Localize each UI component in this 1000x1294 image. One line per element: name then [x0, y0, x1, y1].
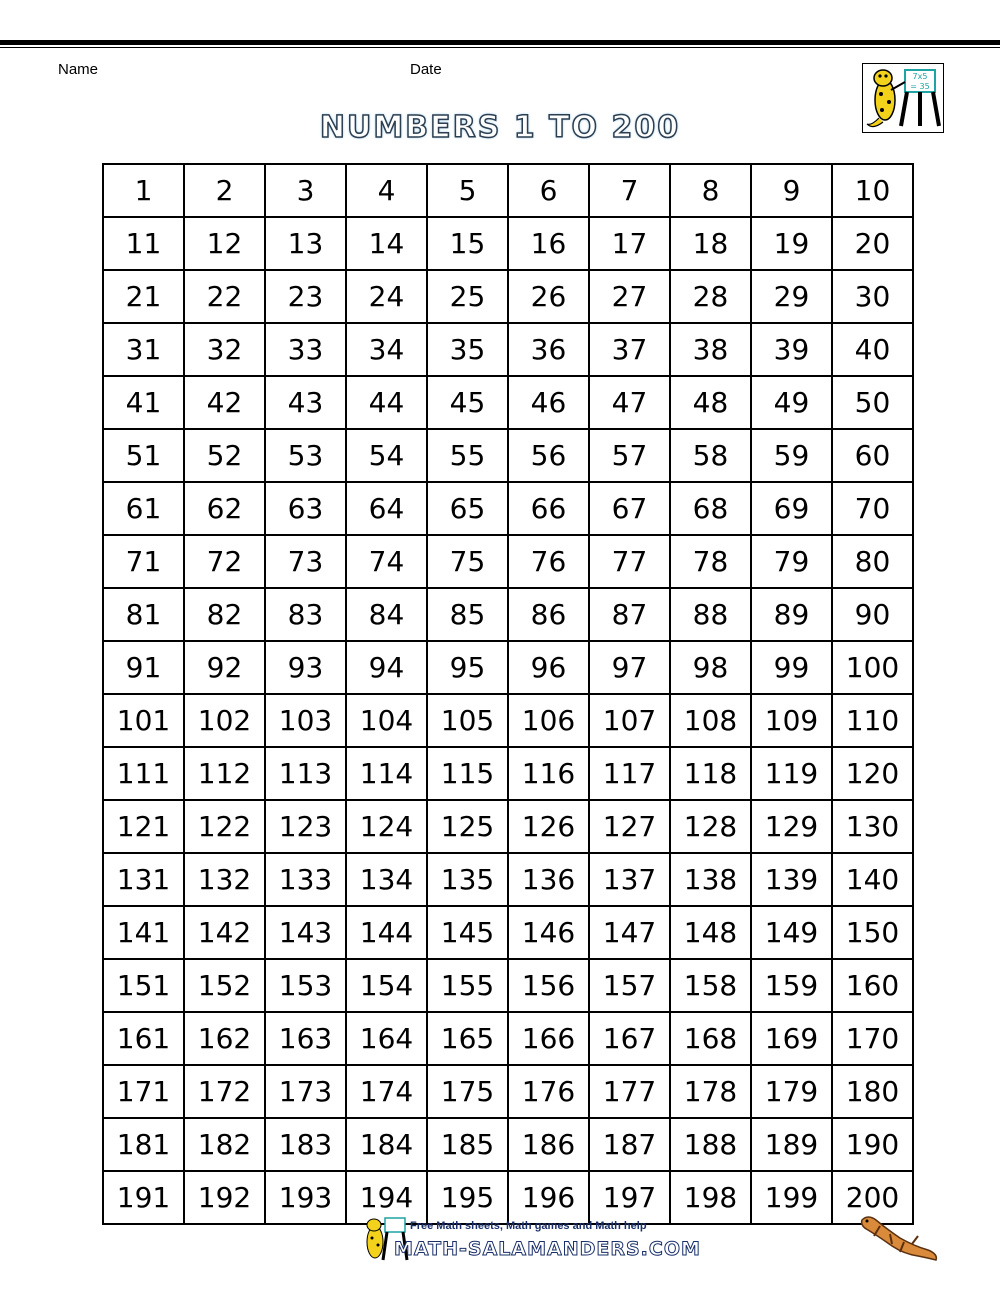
grid-cell: 170 [832, 1012, 913, 1065]
grid-cell: 196 [508, 1171, 589, 1224]
grid-cell: 147 [589, 906, 670, 959]
grid-row [103, 853, 913, 906]
grid-cell: 68 [670, 482, 751, 535]
grid-cell: 176 [508, 1065, 589, 1118]
grid-cell: 7 [589, 164, 670, 217]
grid-cell: 45 [427, 376, 508, 429]
grid-cell: 138 [670, 853, 751, 906]
grid-cell: 188 [670, 1118, 751, 1171]
grid-cell: 53 [265, 429, 346, 482]
grid-cell: 112 [184, 747, 265, 800]
grid-cell: 194 [346, 1171, 427, 1224]
grid-cell: 46 [508, 376, 589, 429]
grid-cell: 164 [346, 1012, 427, 1065]
grid-cell: 41 [103, 376, 184, 429]
grid-cell: 42 [184, 376, 265, 429]
grid-cell: 29 [751, 270, 832, 323]
grid-row [103, 694, 913, 747]
top-rule-thin [0, 47, 1000, 48]
grid-cell: 73 [265, 535, 346, 588]
grid-cell: 131 [103, 853, 184, 906]
grid-cell: 175 [427, 1065, 508, 1118]
grid-cell: 82 [184, 588, 265, 641]
grid-cell: 94 [346, 641, 427, 694]
grid-cell: 158 [670, 959, 751, 1012]
grid-row [103, 323, 913, 376]
grid-cell: 85 [427, 588, 508, 641]
grid-cell: 95 [427, 641, 508, 694]
top-rule [0, 40, 1000, 45]
grid-cell: 180 [832, 1065, 913, 1118]
grid-cell: 92 [184, 641, 265, 694]
grid-row [103, 429, 913, 482]
grid-cell: 77 [589, 535, 670, 588]
grid-row [103, 217, 913, 270]
grid-cell: 113 [265, 747, 346, 800]
grid-row [103, 376, 913, 429]
grid-cell: 159 [751, 959, 832, 1012]
grid-cell: 153 [265, 959, 346, 1012]
grid-cell: 89 [751, 588, 832, 641]
grid-cell: 71 [103, 535, 184, 588]
grid-cell: 86 [508, 588, 589, 641]
grid-cell: 195 [427, 1171, 508, 1224]
grid-cell: 162 [184, 1012, 265, 1065]
grid-cell: 30 [832, 270, 913, 323]
grid-cell: 166 [508, 1012, 589, 1065]
grid-cell: 117 [589, 747, 670, 800]
grid-cell: 80 [832, 535, 913, 588]
grid-cell: 144 [346, 906, 427, 959]
grid-cell: 33 [265, 323, 346, 376]
grid-cell: 120 [832, 747, 913, 800]
grid-cell: 116 [508, 747, 589, 800]
grid-cell: 72 [184, 535, 265, 588]
grid-row [103, 1118, 913, 1171]
grid-row [103, 641, 913, 694]
grid-cell: 36 [508, 323, 589, 376]
grid-row [103, 588, 913, 641]
grid-cell: 173 [265, 1065, 346, 1118]
grid-cell: 98 [670, 641, 751, 694]
grid-cell: 16 [508, 217, 589, 270]
grid-cell: 110 [832, 694, 913, 747]
grid-cell: 148 [670, 906, 751, 959]
grid-cell: 115 [427, 747, 508, 800]
grid-cell: 157 [589, 959, 670, 1012]
grid-cell: 106 [508, 694, 589, 747]
grid-cell: 96 [508, 641, 589, 694]
grid-cell: 146 [508, 906, 589, 959]
grid-cell: 35 [427, 323, 508, 376]
grid-cell: 93 [265, 641, 346, 694]
grid-cell: 122 [184, 800, 265, 853]
grid-cell: 9 [751, 164, 832, 217]
grid-cell: 31 [103, 323, 184, 376]
grid-cell: 76 [508, 535, 589, 588]
grid-row [103, 535, 913, 588]
grid-cell: 114 [346, 747, 427, 800]
grid-row [103, 482, 913, 535]
grid-cell: 67 [589, 482, 670, 535]
grid-row [103, 270, 913, 323]
grid-cell: 182 [184, 1118, 265, 1171]
grid-row [103, 800, 913, 853]
grid-cell: 181 [103, 1118, 184, 1171]
grid-cell: 65 [427, 482, 508, 535]
grid-cell: 107 [589, 694, 670, 747]
grid-cell: 129 [751, 800, 832, 853]
grid-row [103, 747, 913, 800]
grid-cell: 150 [832, 906, 913, 959]
grid-cell: 27 [589, 270, 670, 323]
grid-cell: 91 [103, 641, 184, 694]
grid-cell: 151 [103, 959, 184, 1012]
grid-cell: 187 [589, 1118, 670, 1171]
grid-cell: 136 [508, 853, 589, 906]
grid-cell: 160 [832, 959, 913, 1012]
grid-cell: 123 [265, 800, 346, 853]
grid-cell: 87 [589, 588, 670, 641]
grid-cell: 169 [751, 1012, 832, 1065]
grid-cell: 19 [751, 217, 832, 270]
grid-cell: 90 [832, 588, 913, 641]
name-label: Name [58, 61, 99, 78]
grid-cell: 163 [265, 1012, 346, 1065]
grid-cell: 97 [589, 641, 670, 694]
grid-cell: 197 [589, 1171, 670, 1224]
grid-cell: 99 [751, 641, 832, 694]
grid-cell: 39 [751, 323, 832, 376]
grid-cell: 37 [589, 323, 670, 376]
grid-cell: 167 [589, 1012, 670, 1065]
formula-line1: 7x5 [912, 72, 928, 81]
grid-cell: 24 [346, 270, 427, 323]
grid-row [103, 906, 913, 959]
grid-cell: 189 [751, 1118, 832, 1171]
grid-cell: 103 [265, 694, 346, 747]
grid-cell: 127 [589, 800, 670, 853]
grid-cell: 23 [265, 270, 346, 323]
grid-cell: 17 [589, 217, 670, 270]
grid-cell: 137 [589, 853, 670, 906]
grid-cell: 134 [346, 853, 427, 906]
grid-cell: 81 [103, 588, 184, 641]
grid-row [103, 959, 913, 1012]
grid-cell: 149 [751, 906, 832, 959]
grid-cell: 165 [427, 1012, 508, 1065]
grid-cell: 161 [103, 1012, 184, 1065]
grid-cell: 5 [427, 164, 508, 217]
grid-cell: 84 [346, 588, 427, 641]
grid-cell: 83 [265, 588, 346, 641]
grid-cell: 62 [184, 482, 265, 535]
grid-cell: 140 [832, 853, 913, 906]
grid-cell: 55 [427, 429, 508, 482]
grid-cell: 20 [832, 217, 913, 270]
grid-cell: 124 [346, 800, 427, 853]
grid-cell: 61 [103, 482, 184, 535]
grid-cell: 132 [184, 853, 265, 906]
grid-cell: 69 [751, 482, 832, 535]
grid-cell: 193 [265, 1171, 346, 1224]
grid-cell: 172 [184, 1065, 265, 1118]
grid-cell: 154 [346, 959, 427, 1012]
grid-cell: 191 [103, 1171, 184, 1224]
grid-cell: 48 [670, 376, 751, 429]
grid-cell: 198 [670, 1171, 751, 1224]
grid-cell: 143 [265, 906, 346, 959]
page-title: NUMBERS 1 TO 200 [319, 110, 681, 145]
grid-cell: 174 [346, 1065, 427, 1118]
footer-tagline: Free Math sheets, Math games and Math help [410, 1220, 647, 1232]
grid-cell: 190 [832, 1118, 913, 1171]
grid-cell: 54 [346, 429, 427, 482]
grid-cell: 139 [751, 853, 832, 906]
grid-cell: 171 [103, 1065, 184, 1118]
grid-cell: 133 [265, 853, 346, 906]
grid-cell: 101 [103, 694, 184, 747]
grid-cell: 15 [427, 217, 508, 270]
grid-cell: 145 [427, 906, 508, 959]
grid-cell: 21 [103, 270, 184, 323]
date-label: Date [410, 61, 442, 78]
grid-cell: 155 [427, 959, 508, 1012]
grid-cell: 109 [751, 694, 832, 747]
grid-cell: 11 [103, 217, 184, 270]
grid-cell: 118 [670, 747, 751, 800]
grid-cell: 79 [751, 535, 832, 588]
grid-cell: 185 [427, 1118, 508, 1171]
grid-row [103, 164, 913, 217]
grid-cell: 186 [508, 1118, 589, 1171]
grid-cell: 121 [103, 800, 184, 853]
grid-cell: 105 [427, 694, 508, 747]
grid-cell: 25 [427, 270, 508, 323]
grid-cell: 156 [508, 959, 589, 1012]
grid-cell: 8 [670, 164, 751, 217]
grid-cell: 40 [832, 323, 913, 376]
number-grid [102, 163, 914, 1225]
grid-cell: 6 [508, 164, 589, 217]
footer-brand: MATH-SALAMANDERS.COM [394, 1238, 701, 1260]
grid-cell: 102 [184, 694, 265, 747]
grid-cell: 52 [184, 429, 265, 482]
grid-cell: 12 [184, 217, 265, 270]
grid-cell: 60 [832, 429, 913, 482]
grid-cell: 43 [265, 376, 346, 429]
grid-cell: 104 [346, 694, 427, 747]
grid-cell: 100 [832, 641, 913, 694]
grid-cell: 128 [670, 800, 751, 853]
grid-cell: 56 [508, 429, 589, 482]
grid-cell: 50 [832, 376, 913, 429]
grid-cell: 32 [184, 323, 265, 376]
grid-cell: 4 [346, 164, 427, 217]
grid-cell: 75 [427, 535, 508, 588]
grid-cell: 1 [103, 164, 184, 217]
grid-cell: 59 [751, 429, 832, 482]
grid-cell: 58 [670, 429, 751, 482]
grid-cell: 34 [346, 323, 427, 376]
grid-cell: 70 [832, 482, 913, 535]
grid-cell: 3 [265, 164, 346, 217]
salamander-icon [858, 1212, 940, 1264]
grid-cell: 64 [346, 482, 427, 535]
grid-row [103, 1012, 913, 1065]
grid-cell: 152 [184, 959, 265, 1012]
grid-row [103, 1065, 913, 1118]
grid-cell: 141 [103, 906, 184, 959]
grid-cell: 26 [508, 270, 589, 323]
grid-cell: 111 [103, 747, 184, 800]
grid-cell: 74 [346, 535, 427, 588]
grid-cell: 14 [346, 217, 427, 270]
grid-cell: 178 [670, 1065, 751, 1118]
grid-cell: 125 [427, 800, 508, 853]
grid-cell: 177 [589, 1065, 670, 1118]
grid-cell: 2 [184, 164, 265, 217]
grid-cell: 38 [670, 323, 751, 376]
grid-cell: 47 [589, 376, 670, 429]
grid-cell: 13 [265, 217, 346, 270]
grid-cell: 44 [346, 376, 427, 429]
grid-cell: 49 [751, 376, 832, 429]
grid-cell: 184 [346, 1118, 427, 1171]
grid-cell: 22 [184, 270, 265, 323]
grid-cell: 88 [670, 588, 751, 641]
grid-cell: 135 [427, 853, 508, 906]
grid-cell: 200 [832, 1171, 913, 1224]
grid-cell: 108 [670, 694, 751, 747]
grid-cell: 63 [265, 482, 346, 535]
grid-cell: 130 [832, 800, 913, 853]
grid-cell: 28 [670, 270, 751, 323]
grid-cell: 192 [184, 1171, 265, 1224]
grid-cell: 18 [670, 217, 751, 270]
grid-cell: 57 [589, 429, 670, 482]
grid-cell: 142 [184, 906, 265, 959]
grid-cell: 78 [670, 535, 751, 588]
grid-cell: 51 [103, 429, 184, 482]
grid-cell: 126 [508, 800, 589, 853]
grid-cell: 119 [751, 747, 832, 800]
grid-cell: 10 [832, 164, 913, 217]
grid-cell: 183 [265, 1118, 346, 1171]
formula-line2: = 35 [910, 82, 930, 91]
grid-cell: 199 [751, 1171, 832, 1224]
grid-cell: 179 [751, 1065, 832, 1118]
grid-cell: 66 [508, 482, 589, 535]
grid-cell: 168 [670, 1012, 751, 1065]
